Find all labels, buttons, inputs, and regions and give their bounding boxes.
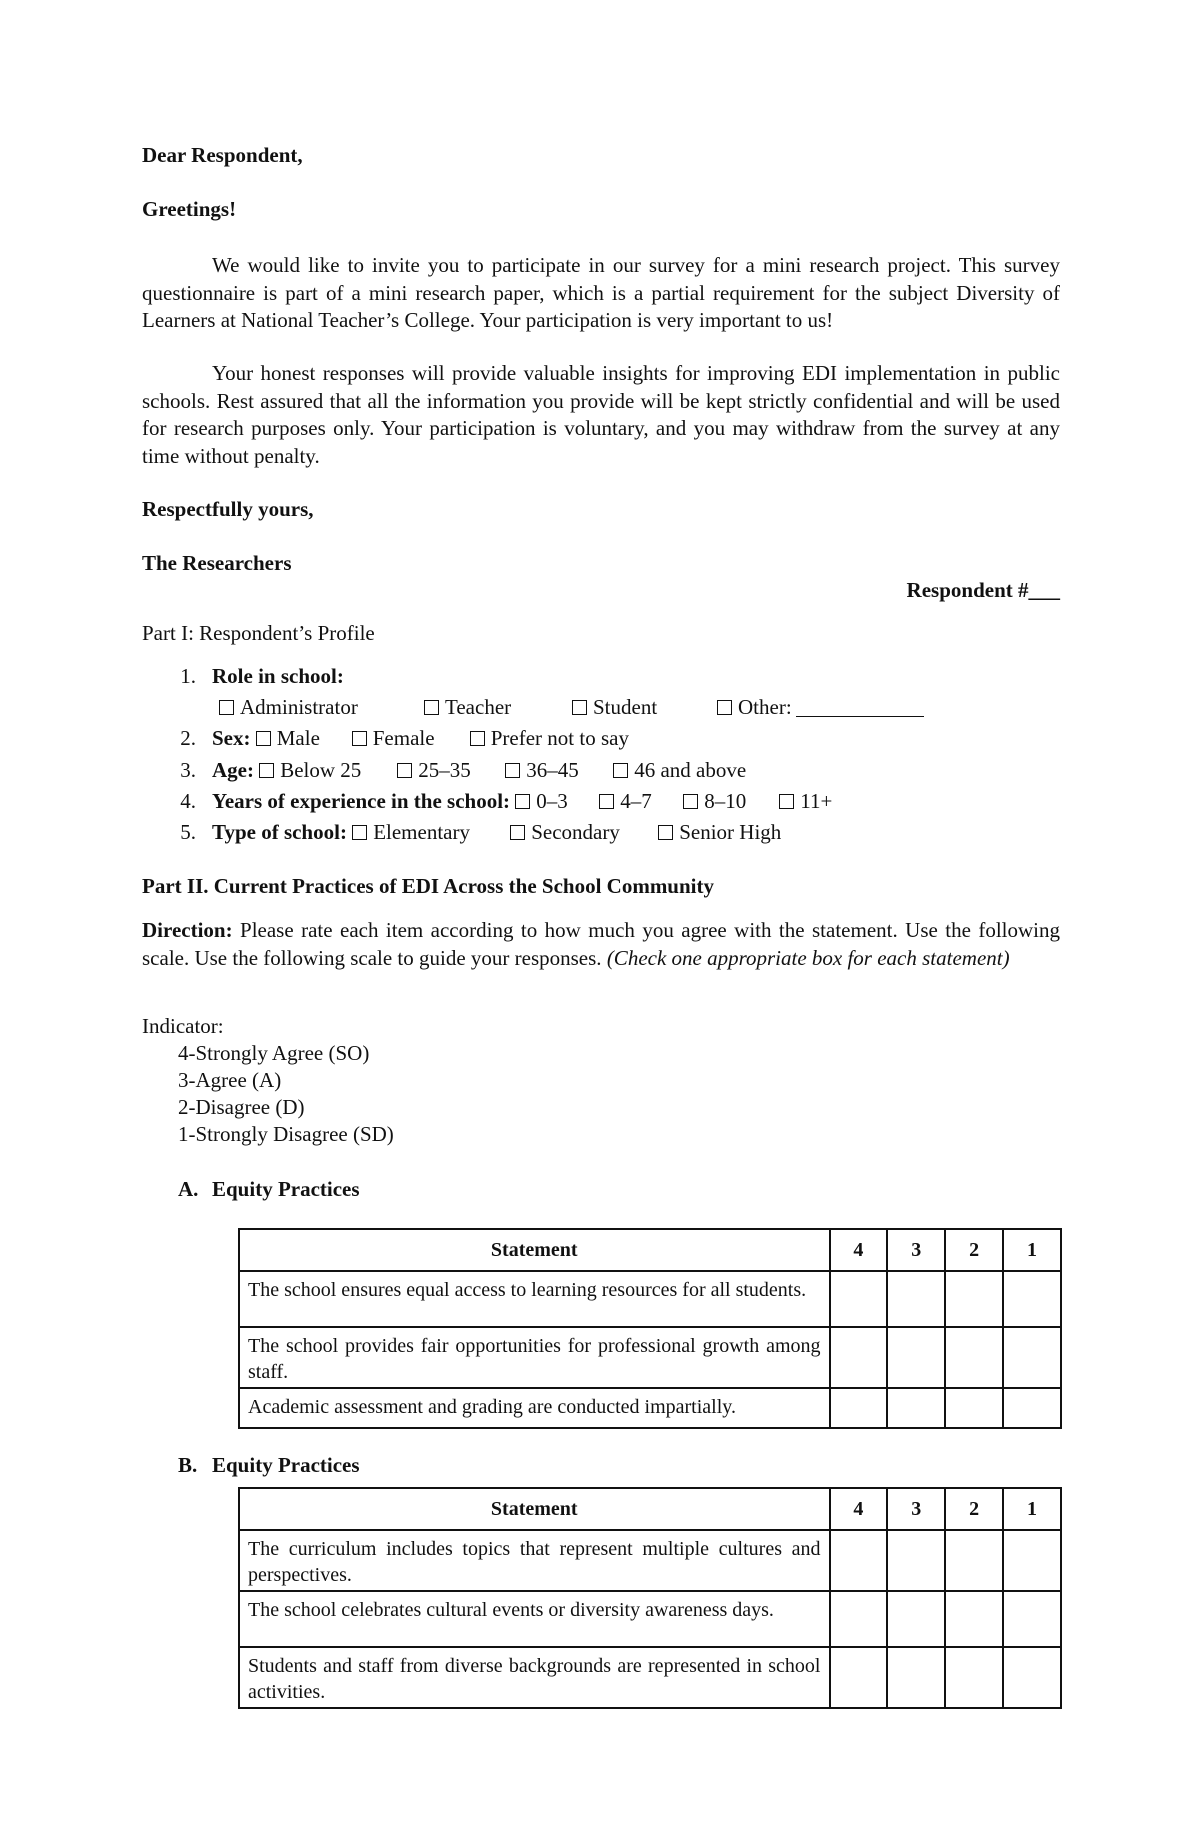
rating-cell-3[interactable] — [887, 1271, 945, 1327]
option-label: 11+ — [800, 789, 833, 813]
part1-title: Part I: Respondent’s Profile — [142, 621, 375, 645]
rating-cell-4[interactable] — [830, 1327, 888, 1388]
age-option-46-above[interactable] — [613, 758, 746, 783]
intro-paragraph: We would like to invite you to participate in our survey for a mini research project. This survey questionnaire is part of a mini research paper, which is a partial requirement for the subject Diversity of Learners at National Teacher’s College. Your participation is very important to us! — [142, 253, 1060, 332]
rating-cell-2[interactable] — [945, 1271, 1003, 1327]
sex-option-prefer-not[interactable] — [470, 726, 629, 751]
indicator-label: Indicator: — [142, 1014, 224, 1038]
checkbox[interactable] — [352, 731, 367, 746]
option-label: Administrator — [240, 695, 358, 719]
rating-cell-3[interactable] — [887, 1530, 945, 1591]
checkbox[interactable] — [352, 825, 367, 840]
section-letter: B. — [178, 1453, 198, 1477]
rating-cell-4[interactable] — [830, 1591, 888, 1647]
option-label: 0–3 — [536, 789, 568, 813]
closing: Respectfully yours, — [142, 497, 314, 521]
rating-cell-1[interactable] — [1003, 1327, 1061, 1388]
age-option-below-25[interactable] — [259, 758, 397, 783]
checkbox[interactable] — [256, 731, 271, 746]
role-options — [219, 695, 924, 720]
option-label: Elementary — [373, 820, 470, 844]
option-label: 36–45 — [526, 758, 579, 782]
checkbox[interactable] — [219, 700, 234, 715]
checkbox[interactable] — [510, 825, 525, 840]
option-label: 25–35 — [418, 758, 471, 782]
table-header-row — [239, 1229, 1061, 1271]
item-label: Age: — [212, 758, 254, 782]
experience-option-0-3[interactable] — [515, 789, 599, 814]
option-label: Senior High — [679, 820, 782, 844]
statement-cell: The school provides fair opportunities for professional growth among staff. — [239, 1327, 830, 1388]
statement-header: Statement — [239, 1229, 830, 1271]
rating-cell-1[interactable] — [1003, 1271, 1061, 1327]
rating-cell-2[interactable] — [945, 1591, 1003, 1647]
sex-option-female[interactable] — [352, 726, 470, 751]
option-label: Female — [372, 726, 435, 750]
option-label: Secondary — [531, 820, 620, 844]
checkbox[interactable] — [779, 794, 794, 809]
role-option-student[interactable] — [572, 695, 717, 720]
rating-cell-3[interactable] — [887, 1591, 945, 1647]
direction-label: Direction: — [142, 918, 233, 942]
other-blank-field[interactable] — [796, 698, 924, 717]
statement-header: Statement — [239, 1488, 830, 1530]
rating-cell-2[interactable] — [945, 1327, 1003, 1388]
scale-disagree: 2-Disagree (D) — [178, 1095, 305, 1119]
option-label: Teacher — [445, 695, 512, 719]
confidentiality-paragraph: Your honest responses will provide valuable insights for improving EDI implementation in public schools. Rest assured that all the information you provide will be kept strictly confidential and will be used for research purposes only. Your participation is voluntary, and you may withdraw from the survey at any time without penalty. — [142, 361, 1060, 468]
section-a-title — [178, 1177, 360, 1202]
checkbox[interactable] — [470, 731, 485, 746]
experience-option-8-10[interactable] — [683, 789, 779, 814]
direction-paragraph — [142, 917, 1060, 972]
profile-item-school-type — [142, 820, 781, 845]
option-label: Male — [276, 726, 320, 750]
survey-page — [142, 0, 1060, 1835]
section-title-text: Equity Practices — [212, 1453, 360, 1477]
signature: The Researchers — [142, 551, 292, 575]
direction-text: Please rate each item according to how much you agree with the statement. Use the following scale. Use the following scale to guide your responses. — [142, 918, 1060, 970]
rating-cell-4[interactable] — [830, 1647, 888, 1708]
rating-cell-4[interactable] — [830, 1271, 888, 1327]
option-label: 8–10 — [704, 789, 747, 813]
item-number: 3. — [180, 758, 196, 782]
checkbox[interactable] — [515, 794, 530, 809]
option-label: Below 25 — [280, 758, 362, 782]
statement-cell: Students and staff from diverse backgrounds are represented in school activities. — [239, 1647, 830, 1708]
table-row — [239, 1271, 1061, 1327]
rating-cell-4[interactable] — [830, 1530, 888, 1591]
rating-2-header: 2 — [945, 1488, 1003, 1530]
checkbox[interactable] — [397, 763, 412, 778]
greeting: Greetings! — [142, 197, 237, 221]
age-option-25-35[interactable] — [397, 758, 505, 783]
rating-cell-3[interactable] — [887, 1388, 945, 1428]
item-number: 2. — [180, 726, 196, 750]
experience-option-11-plus[interactable] — [779, 789, 832, 814]
scale-strongly-disagree: 1-Strongly Disagree (SD) — [178, 1122, 394, 1146]
rating-cell-1[interactable] — [1003, 1591, 1061, 1647]
statement-cell: The school celebrates cultural events or diversity awareness days. — [239, 1591, 830, 1647]
rating-cell-2[interactable] — [945, 1647, 1003, 1708]
rating-cell-4[interactable] — [830, 1388, 888, 1428]
rating-3-header: 3 — [887, 1229, 945, 1271]
rating-cell-1[interactable] — [1003, 1530, 1061, 1591]
rating-cell-2[interactable] — [945, 1388, 1003, 1428]
table-row — [239, 1530, 1061, 1591]
section-title-text: Equity Practices — [212, 1177, 360, 1201]
option-label: Other: — [738, 695, 792, 719]
role-option-other[interactable] — [717, 695, 924, 720]
role-option-administrator[interactable] — [219, 695, 424, 720]
table-row — [239, 1647, 1061, 1708]
item-label: Type of school: — [212, 820, 347, 844]
checkbox[interactable] — [424, 700, 439, 715]
checkbox[interactable] — [599, 794, 614, 809]
rating-cell-1[interactable] — [1003, 1647, 1061, 1708]
table-row — [239, 1327, 1061, 1388]
checkbox[interactable] — [717, 700, 732, 715]
profile-item-role — [142, 664, 344, 689]
profile-item-sex — [142, 726, 629, 751]
rating-2-header: 2 — [945, 1229, 1003, 1271]
statement-cell: The school ensures equal access to learning resources for all students. — [239, 1271, 830, 1327]
option-label: 46 and above — [634, 758, 747, 782]
rating-1-header: 1 — [1003, 1488, 1061, 1530]
checkbox[interactable] — [613, 763, 628, 778]
sex-option-male[interactable] — [256, 726, 352, 751]
role-option-teacher[interactable] — [424, 695, 572, 720]
school-option-elementary[interactable] — [352, 820, 510, 845]
checkbox[interactable] — [505, 763, 520, 778]
statement-cell: Academic assessment and grading are conducted impartially. — [239, 1388, 830, 1428]
checkbox[interactable] — [259, 763, 274, 778]
option-label: Student — [593, 695, 658, 719]
respondent-number: Respondent #___ — [906, 578, 1060, 602]
section-b-title — [178, 1453, 360, 1478]
statement-cell: The curriculum includes topics that represent multiple cultures and perspectives. — [239, 1530, 830, 1591]
item-number: 5. — [180, 820, 196, 844]
experience-option-4-7[interactable] — [599, 789, 683, 814]
item-label: Role in school: — [212, 664, 344, 688]
table-header-row — [239, 1488, 1061, 1530]
checkbox[interactable] — [572, 700, 587, 715]
salutation: Dear Respondent, — [142, 143, 303, 167]
rating-cell-2[interactable] — [945, 1530, 1003, 1591]
item-label: Sex: — [212, 726, 251, 750]
age-option-36-45[interactable] — [505, 758, 613, 783]
rating-cell-3[interactable] — [887, 1647, 945, 1708]
item-number: 1. — [180, 664, 196, 688]
school-option-senior-high[interactable] — [658, 820, 781, 845]
checkbox[interactable] — [683, 794, 698, 809]
equity-practices-table-a — [238, 1228, 1062, 1429]
rating-3-header: 3 — [887, 1488, 945, 1530]
table-row — [239, 1591, 1061, 1647]
school-option-secondary[interactable] — [510, 820, 658, 845]
rating-cell-3[interactable] — [887, 1327, 945, 1388]
section-letter: A. — [178, 1177, 199, 1201]
direction-note: (Check one appropriate box for each statement) — [606, 945, 1010, 970]
item-number: 4. — [180, 789, 196, 813]
item-label: Years of experience in the school: — [212, 789, 511, 813]
option-label: Prefer not to say — [490, 726, 629, 750]
rating-1-header: 1 — [1003, 1229, 1061, 1271]
equity-practices-table-b — [238, 1487, 1062, 1709]
rating-4-header: 4 — [830, 1488, 888, 1530]
profile-item-experience — [142, 789, 832, 814]
scale-agree: 3-Agree (A) — [178, 1068, 282, 1092]
checkbox[interactable] — [658, 825, 673, 840]
scale-strongly-agree: 4-Strongly Agree (SO) — [178, 1041, 370, 1065]
part2-title: Part II. Current Practices of EDI Across the School Community — [142, 874, 714, 898]
table-row — [239, 1388, 1061, 1428]
rating-4-header: 4 — [830, 1229, 888, 1271]
rating-cell-1[interactable] — [1003, 1388, 1061, 1428]
profile-item-age — [142, 758, 746, 783]
option-label: 4–7 — [620, 789, 652, 813]
